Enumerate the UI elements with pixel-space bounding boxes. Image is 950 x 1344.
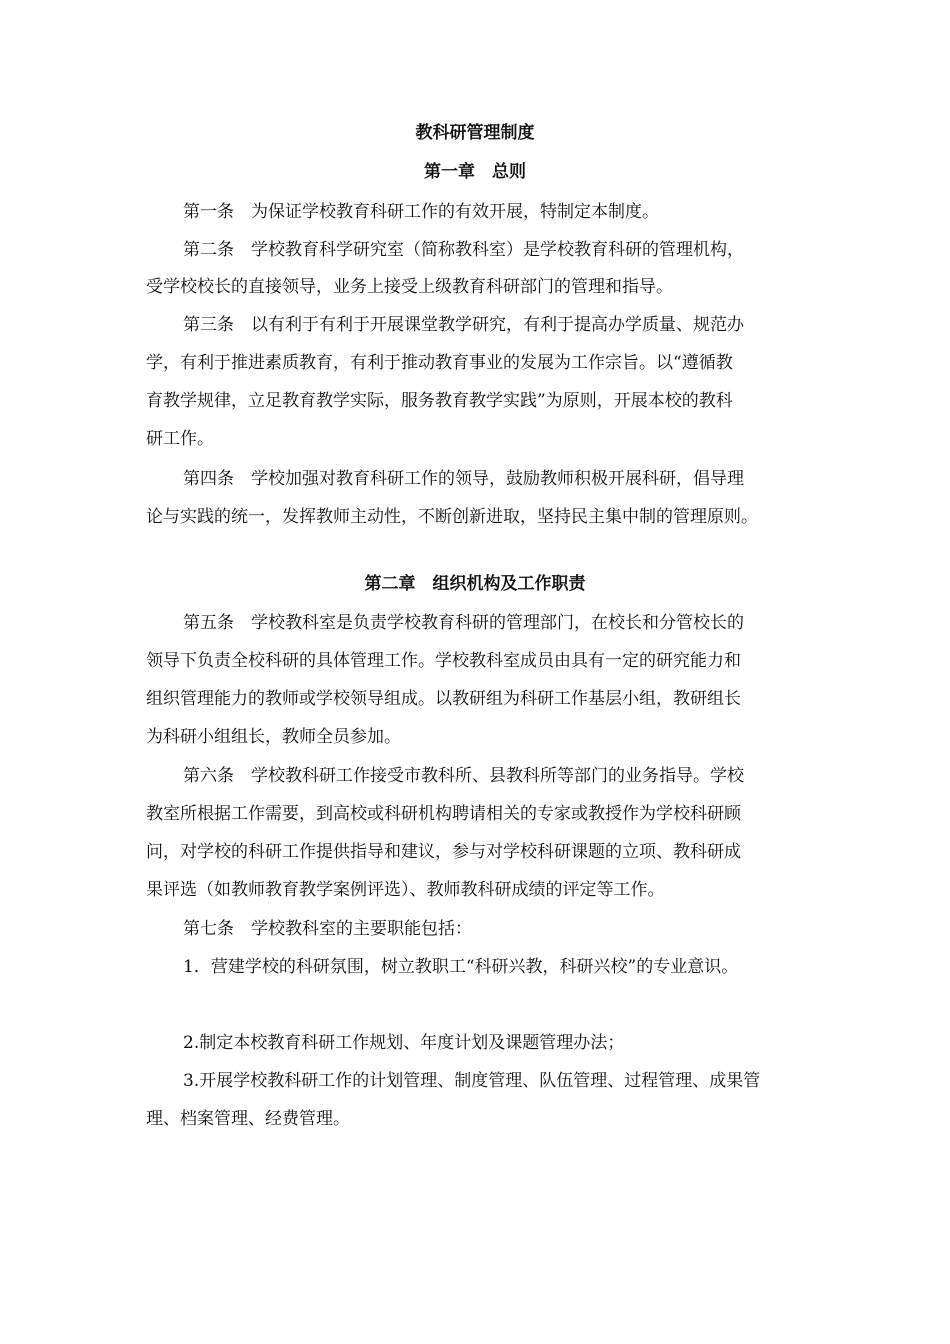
article-3-line-3: 育教学规律，立足教育教学实际，服务教育教学实践”为原则，开展本校的教科: [146, 391, 733, 411]
article-6-line-3: 问，对学校的科研工作提供指导和建议，参与对学校科研课题的立项、教科研成: [146, 842, 741, 862]
article-2-line-2: 受学校校长的直接领导，业务上接受上级教育科研部门的管理和指导。: [146, 277, 673, 297]
article-5-line-1: 第五条 学校教科室是负责学校教育科研的管理部门，在校长和分管校长的: [183, 613, 744, 633]
article-3-line-1: 第三条 以有利于有利于开展课堂教学研究，有利于提高办学质量、规范办: [183, 315, 744, 335]
chapter-1-heading: 第一章 总则: [424, 162, 526, 182]
article-3-line-4: 研工作。: [146, 429, 214, 449]
article-7-item-2: 2.制定本校教育科研工作规划、年度计划及课题管理办法；: [183, 1033, 625, 1053]
article-4-line-2: 论与实践的统一，发挥教师主动性，不断创新进取，坚持民主集中制的管理原则。: [146, 507, 758, 527]
article-7-line-1: 第七条 学校教科室的主要职能包括：: [183, 919, 472, 939]
article-5-line-3: 组织管理能力的教师或学校领导组成。以教研组为科研工作基层小组，教研组长: [146, 689, 741, 709]
chapter-2-heading: 第二章 组织机构及工作职责: [364, 574, 586, 594]
article-7-item-3-line-2: 理、档案管理、经费管理。: [146, 1109, 350, 1129]
article-5-line-2: 领导下负责全校科研的具体管理工作。学校教科室成员由具有一定的研究能力和: [146, 651, 741, 671]
document-title: 教科研管理制度: [415, 123, 535, 143]
article-3-line-2: 学，有利于推进素质教育，有利于推动教育事业的发展为工作宗旨。以“遵循教: [146, 353, 733, 373]
article-7-item-3-line-1: 3.开展学校教科研工作的计划管理、制度管理、队伍管理、过程管理、成果管: [183, 1071, 761, 1091]
article-7-item-1: 1．营建学校的科研氛围，树立教职工“科研兴教，科研兴校”的专业意识。: [183, 957, 739, 977]
article-2-line-1: 第二条 学校教育科学研究室（简称教科室）是学校教育科研的管理机构，: [183, 240, 744, 260]
article-4-line-1: 第四条 学校加强对教育科研工作的领导，鼓励教师积极开展科研，倡导理: [183, 469, 744, 489]
article-1-line-1: 第一条 为保证学校教育科研工作的有效开展，特制定本制度。: [183, 202, 659, 222]
article-6-line-2: 教室所根据工作需要，到高校或科研机构聘请相关的专家或教授作为学校科研顾: [146, 804, 741, 824]
article-6-line-1: 第六条 学校教科研工作接受市教科所、县教科所等部门的业务指导。学校: [183, 766, 744, 786]
article-6-line-4: 果评选（如教师教育教学案例评选）、教师教科研成绩的评定等工作。: [146, 880, 665, 900]
article-5-line-4: 为科研小组组长，教师全员参加。: [146, 727, 401, 747]
